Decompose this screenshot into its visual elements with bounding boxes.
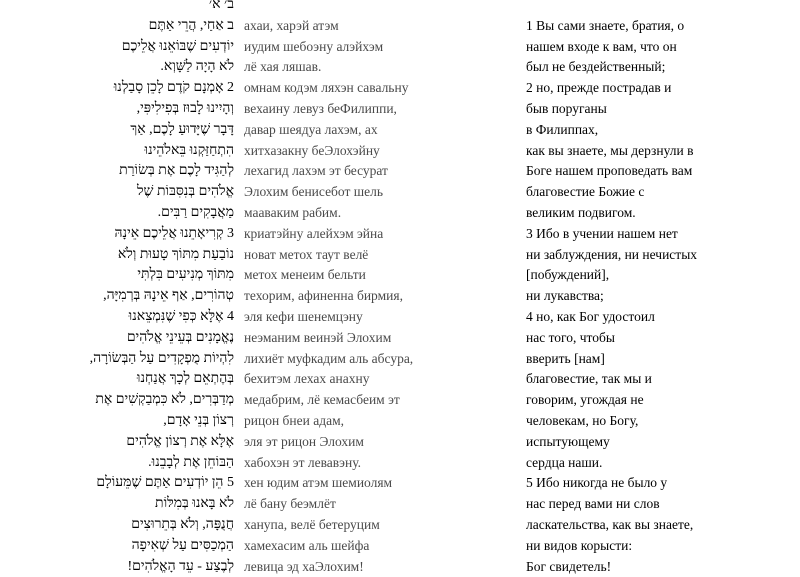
russian-line: ни лукавства; <box>526 288 604 304</box>
hebrew-line: לֹא בָּאנוּ בְּמִלּוֹת <box>155 496 234 512</box>
transliteration-line: медабрим, лё кемасбеим эт <box>244 392 400 408</box>
transliteration-line: ханупа, велё бетеруцим <box>244 516 380 532</box>
transliteration-line: ахаи, харэй атэм <box>244 17 339 33</box>
transliteration-line: эля эт рицон Элохим <box>244 433 364 449</box>
russian-line: ласкательства, как вы знаете, <box>526 516 694 532</box>
russian-line: Бог свидетель! <box>526 558 612 574</box>
transliteration-line: лё бану беэмлёт <box>244 496 336 512</box>
transliteration-line: давар шеядуа лахэм, ах <box>244 121 378 137</box>
hebrew-line: דָּבָר שֶׁיָּדוּעַ לָכֶם, אַךְ <box>130 121 234 137</box>
hebrew-line: מִתּוֹךְ מְנִיעִים בִּלְתִּי <box>137 267 234 283</box>
hebrew-line: מְדַבְּרִים, לֹא כִּמְבַקְשִׁים אֶת <box>95 392 234 408</box>
transliteration-line: хамехасим аль шейфа <box>244 537 370 553</box>
hebrew-line: 3 קְרִיאָתֵנוּ אֲלֵיכֶם אֵינָהּ <box>114 225 234 241</box>
russian-line: говорим, угождая не <box>526 392 644 408</box>
russian-line: нас того, чтобы <box>526 329 615 345</box>
russian-line: ни видов корысти: <box>526 537 633 553</box>
transliteration-line <box>244 0 512 16</box>
transliteration-column <box>244 0 512 577</box>
russian-line <box>526 0 796 16</box>
russian-column <box>526 0 796 577</box>
transliteration-line: левица эд хаЭлохим! <box>244 558 364 574</box>
transliteration-line: хен юдим атэм шемиолям <box>244 475 393 491</box>
transliteration-line: техорим, афиненна бирмия, <box>244 288 403 304</box>
hebrew-line: 5 הֵן יוֹדְעִים אַתֶּם שֶׁמֵּעוֹלָם <box>96 475 234 491</box>
hebrew-line: וְהָיִינוּ לָבוּז בְּפִילִיפִּי, <box>136 100 234 116</box>
russian-line: был не бездейственный; <box>526 59 666 75</box>
hebrew-line: לֹא הָיָה לַשָּׁוְא. <box>160 59 234 75</box>
russian-line: 4 но, как Бог удостоил <box>526 308 655 324</box>
russian-line: в Филиппах, <box>526 121 599 137</box>
hebrew-line: נֶאֱמָנִים בְּעֵינֵי אֱלֹהִים <box>126 329 234 345</box>
hebrew-column <box>0 0 234 577</box>
russian-line: вверить [нам] <box>526 350 605 366</box>
hebrew-line: בְּהֶתְאֵם לְכָךְ אֲנַחְנוּ <box>136 371 234 387</box>
russian-line: испытующему <box>526 433 610 449</box>
hebrew-line: נוֹבַעַת מִתּוֹךְ טָעוּת וְלֹא <box>117 246 234 262</box>
transliteration-line: лё хая ляшав. <box>244 59 322 75</box>
transliteration-line: хитхазакну беЭлохэйну <box>244 142 380 158</box>
russian-line: 5 Ибо никогда не было у <box>526 475 668 491</box>
hebrew-line: אֱלֹהִים בְּנִסִּבּוֹת שֶׁל <box>136 184 234 200</box>
russian-line: сердца наши. <box>526 454 603 470</box>
russian-line: благовестие, так мы и <box>526 371 652 387</box>
russian-line: великим подвигом. <box>526 204 636 220</box>
hebrew-line: הִתְחַזַּקְנוּ בֵּאלֹהֵינוּ <box>144 142 234 158</box>
russian-line: благовестие Божие с <box>526 184 645 200</box>
hebrew-line: ב׳ א׳ <box>208 0 234 12</box>
transliteration-line: лихиёт муфкадим аль абсура, <box>244 350 414 366</box>
hebrew-line: 2 אָמְנָם קֹדֶם לָכֵן סָבַלְנוּ <box>113 80 234 96</box>
hebrew-line: טְהוֹרִים, אַף אֵינָהּ בְּרְמִיָּה, <box>103 288 234 304</box>
hebrew-line: יוֹדְעִים שֶׁבּוֹאֵנוּ אֲלֵיכֶם <box>121 38 234 54</box>
transliteration-line: метох менеим бельти <box>244 267 366 283</box>
hebrew-line: חֲנֻפָּה, וְלֹא בְּתֵרוּצִים <box>131 516 234 532</box>
transliteration-line: Элохим бенисебот шель <box>244 184 384 200</box>
transliteration-line: криатэйну алейхэм эйна <box>244 225 384 241</box>
transliteration-line: бехитэм лехах анахну <box>244 371 370 387</box>
transliteration-line: мааваким рабим. <box>244 204 342 220</box>
transliteration-line: омнам кодэм ляхэн савальну <box>244 80 409 96</box>
hebrew-line: הַמְכַסִּים עַל שְׁאִיפָה <box>131 537 234 553</box>
transliteration-line: хабохэн эт левавэну. <box>244 454 361 470</box>
transliteration-line: рицон бнеи адам, <box>244 412 345 428</box>
hebrew-line: אֶלָּא אֶת רְצוֹן אֱלֹהִים <box>126 433 234 449</box>
russian-line: [побуждений], <box>526 267 610 283</box>
hebrew-line: הַבּוֹחֵן אֶת לְבָבֵנוּ. <box>148 454 234 470</box>
hebrew-line: 4 אֶלָּא כְּפִי שֶׁנִּמְצֵאנוּ <box>128 308 234 324</box>
russian-line: Боге нашем проповедать вам <box>526 163 693 179</box>
transliteration-line: иудим шебоэну алэйхэм <box>244 38 384 54</box>
russian-line: ни заблуждения, ни нечистых <box>526 246 698 262</box>
russian-line: как вы знаете, мы дерзнули в <box>526 142 694 158</box>
russian-line: 2 но, прежде пострадав и <box>526 80 672 96</box>
russian-line: 3 Ибо в учении нашем нет <box>526 225 678 241</box>
russian-line: 1 Вы сами знаете, братия, о <box>526 17 685 33</box>
hebrew-line: לִהְיוֹת מֻפְקָדִים עַל הַבְּשׂוֹרָה, <box>89 350 234 366</box>
transliteration-line: новат метох таут велё <box>244 246 369 262</box>
russian-line: нас перед вами ни слов <box>526 496 660 512</box>
hebrew-line: לְבֶצַע - עֵד הָאֱלֹהִים! <box>127 558 234 574</box>
russian-line: быв поруганы <box>526 100 607 116</box>
transliteration-line: лехагид лахэм эт бесурат <box>244 163 388 179</box>
transliteration-line: эля кефи шенемцэну <box>244 308 363 324</box>
transliteration-line: неэманим веинэй Элохим <box>244 329 392 345</box>
russian-line: человекам, но Богу, <box>526 412 639 428</box>
hebrew-line: ב אַחַי, הֲרֵי אַתֶּם <box>148 17 234 33</box>
russian-line: нашем входе к вам, что он <box>526 38 677 54</box>
transliteration-line: вехаину левуз беФилиппи, <box>244 100 397 116</box>
hebrew-line: רְצוֹן בְּנֵי אָדָם, <box>163 412 234 428</box>
hebrew-line: מַאֲבָקִים רַבִּים. <box>157 204 234 220</box>
hebrew-line: לְהַגִּיד לָכֶם אֶת בְּשׂוֹרַת <box>119 163 234 179</box>
